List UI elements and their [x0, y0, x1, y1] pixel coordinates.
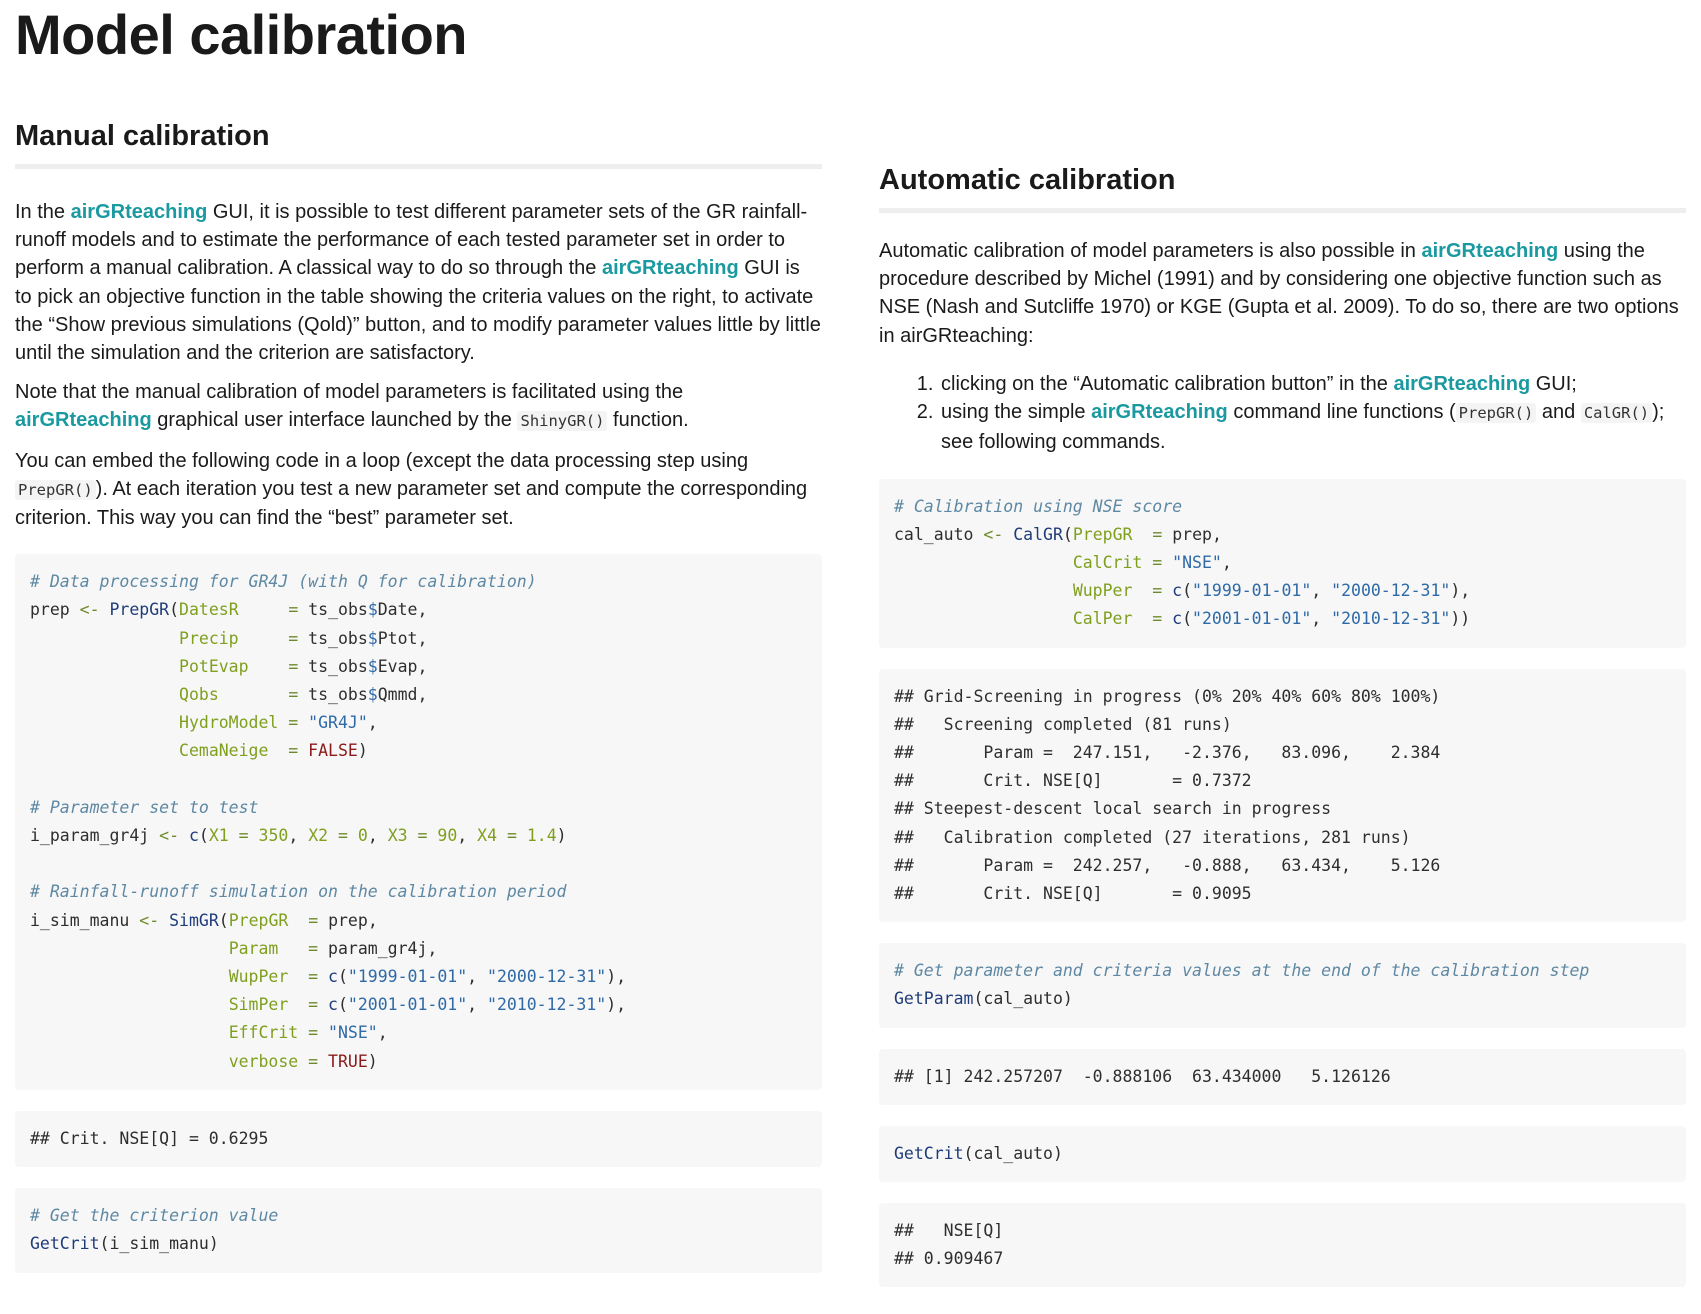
code-block-get-crit: [15, 1188, 822, 1272]
manual-calibration-heading: Manual calibration: [15, 116, 822, 169]
list-item: 1. clicking on the “Automatic calibration button” in the airGRteaching GUI;: [939, 370, 1686, 399]
code-block-get-param: [879, 943, 1686, 1027]
text: You can embed the following code in a loop (except the data processing step using: [15, 449, 749, 472]
text: ). At each iteration you test a new parameter set and compute the corresponding criterion. This way you can find the “best” parameter set.: [15, 477, 808, 530]
airgrteaching-link[interactable]: airGRteaching: [1091, 401, 1228, 424]
auto-paragraph-1: [879, 237, 1686, 350]
code-output: ## Crit. NSE[Q] = 0.9095: [894, 884, 1252, 904]
code-block-manual-simulation: # Data processing for GR4J (with Q for calibration) prep <- PrepGR(DatesR = ts_obs$Date, Precip = ts_obs$Ptot, PotEvap = ts_obs$Evap, Qobs = ts_obs$Qmmd, HydroModel = "GR4J", CemaNeige = FALSE) # Parameter set to test i_param_gr4j <- c(X1 = 350, X2 = 0, X3 = 90, X4 = 1.4) # Rainfall-runoff simulation on the calibration period i_sim_manu <- SimGR(PrepGR = prep, Param = param_gr4j, WupPer = c("1999-01-01", "2000-12-31"), SimPer = c("2001-01-01", "2010-12-31"), EffCrit = "NSE", verbose = TRUE): [15, 554, 822, 1090]
code-arg: WupPer: [1072, 581, 1133, 601]
manual-paragraph-2: [15, 378, 822, 435]
code-output: ## Param = 247.151, -2.376, 83.096, 2.384: [894, 743, 1441, 763]
code-number: 1.4: [526, 826, 557, 846]
code-number: 350: [258, 826, 289, 846]
code-token: $: [367, 600, 378, 620]
options-list: [879, 370, 1686, 457]
code-token: cal_auto: [894, 524, 974, 544]
code-function: GetCrit: [30, 1234, 100, 1254]
airgrteaching-link[interactable]: airGRteaching: [601, 257, 739, 280]
code-output: ## Crit. NSE[Q] = 0.6295: [30, 1128, 269, 1148]
code-output: ## Param = 242.257, -0.888, 63.434, 5.126: [894, 855, 1441, 875]
code-token: prep: [328, 910, 368, 930]
text: function.: [607, 409, 689, 432]
code-output: ## Steepest-descent local search in progress: [894, 799, 1332, 819]
text: GUI, it is possible to test different parameter sets of the GR rainfall-runoff models and to estimate the performance of each tested parameter set in order to perform a manual calibration. A classical way to do so through the: [15, 201, 808, 280]
code-arg: X3: [387, 826, 408, 846]
code-output: ## Grid-Screening in progress (0% 20% 40% 60% 80% 100%): [894, 686, 1441, 706]
code-token: (cal_auto): [963, 1143, 1063, 1163]
code-arg: X2: [308, 826, 329, 846]
code-token: i_param_gr4j: [30, 826, 150, 846]
code-arg: X1: [208, 826, 229, 846]
manual-calibration-section: [15, 116, 822, 1273]
code-arg: CalPer: [1072, 609, 1133, 629]
code-keyword: FALSE: [308, 741, 358, 761]
code-string: "1999-01-01": [347, 967, 468, 987]
code-arg: PrepGR: [1072, 524, 1133, 544]
code-arg: SimPer: [228, 995, 289, 1015]
code-output: ## NSE[Q]: [894, 1221, 1004, 1241]
code-comment: # Data processing for GR4J (with Q for calibration): [30, 572, 537, 592]
code-output: ## Calibration completed (27 iterations, 281 runs): [894, 827, 1411, 847]
code-number: 90: [437, 826, 458, 846]
inline-code: PrepGR(): [1456, 403, 1537, 423]
output-block-param-values: [879, 1049, 1686, 1105]
airgrteaching-link[interactable]: airGRteaching: [1393, 372, 1531, 395]
code-string: "2001-01-01": [347, 995, 468, 1015]
code-output: ## Screening completed (81 runs): [894, 714, 1232, 734]
code-token: (i_sim_manu): [99, 1234, 219, 1254]
code-comment: # Get parameter and criteria values at the end of the calibration step: [894, 961, 1590, 981]
code-token: (cal_auto): [973, 989, 1073, 1009]
code-arg: Param: [228, 938, 279, 958]
text: Automatic calibration of model parameters is also possible in: [879, 240, 1422, 262]
text: Note that the manual calibration of model parameters is facilitated using the: [15, 381, 684, 404]
code-string: "NSE": [328, 1023, 378, 1043]
code-number: 0: [357, 826, 368, 846]
code-block-calgr: # Calibration using NSE score cal_auto <- CalGR(PrepGR = prep, CalCrit = "NSE", WupPer = c("1999-01-01", "2000-12-31"), CalPer = c("2001-01-01", "2010-12-31")): [879, 479, 1686, 648]
code-arg: PrepGR: [228, 910, 289, 930]
code-output: ## Crit. NSE[Q] = 0.7372: [894, 771, 1252, 791]
code-token: prep: [30, 600, 70, 620]
page-title: Model calibration: [15, 3, 467, 66]
code-arg: HydroModel: [179, 713, 279, 733]
code-arg: verbose: [228, 1051, 299, 1071]
code-token: Ptot: [377, 628, 418, 648]
code-arg: PotEvap: [179, 656, 249, 676]
code-function: CalGR: [1013, 524, 1063, 544]
code-arg: Precip: [179, 628, 239, 648]
text: using the procedure described by Michel (1991) and by considering one objective function such as NSE (Nash and Sutcliffe 1970) or KGE (Gupta et al. 2009). To do so, there are two options in airGRteaching:: [879, 240, 1679, 347]
code-function: c: [188, 826, 199, 846]
code-string: "1999-01-01": [1192, 581, 1312, 601]
text: GUI is to pick an objective function in the table showing the criteria values on the right, to activate the “Show previous simulations (Qold)” button, and to modify parameter values little by little until the simulation and the criterion are satisfactory.: [15, 257, 821, 365]
code-arg: CalCrit: [1072, 553, 1143, 572]
airgrteaching-link[interactable]: airGRteaching: [70, 201, 208, 223]
code-arg: X4: [477, 826, 498, 846]
code-string: "NSE": [1172, 553, 1222, 572]
code-string: "2001-01-01": [1192, 609, 1312, 629]
code-token: <-: [69, 600, 110, 620]
code-arg: Qobs: [179, 685, 219, 705]
code-string: "2000-12-31": [1331, 581, 1451, 601]
code-string: "GR4J": [308, 713, 368, 733]
airgrteaching-link[interactable]: airGRteaching: [15, 409, 152, 432]
code-block-get-crit-auto: [879, 1126, 1686, 1182]
code-function: SimGR: [169, 910, 219, 930]
text: In the: [15, 201, 71, 223]
code-comment: # Get the criterion value: [30, 1206, 279, 1226]
code-function: PrepGR: [109, 600, 170, 620]
list-item: 2. using the simple airGRteaching command line functions ( PrepGR() and CalGR() ); see following commands.: [939, 398, 1686, 456]
code-arg: WupPer: [228, 967, 289, 987]
code-comment: # Parameter set to test: [30, 797, 259, 817]
code-arg: EffCrit: [228, 1023, 299, 1043]
inline-code: CalGR(): [1581, 403, 1652, 423]
code-comment: # Calibration using NSE score: [894, 496, 1183, 516]
code-token: ts_obs: [308, 600, 368, 620]
code-function: GetParam: [894, 989, 974, 1009]
code-function: GetCrit: [894, 1143, 964, 1163]
inline-code: ShinyGR(): [517, 411, 607, 431]
code-token: Qmmd: [377, 685, 418, 705]
output-block-manual-crit: [15, 1111, 822, 1167]
automatic-calibration-heading: Automatic calibration: [879, 160, 1686, 213]
code-token: param_gr4j: [328, 938, 428, 958]
airgrteaching-link[interactable]: airGRteaching: [1421, 240, 1559, 262]
inline-code: PrepGR(): [15, 480, 96, 500]
output-block-crit-value: [879, 1203, 1686, 1287]
manual-paragraph-3: [15, 447, 822, 533]
code-token: Date: [377, 600, 418, 620]
code-string: "2000-12-31": [487, 967, 607, 987]
code-arg: DatesR: [179, 600, 239, 620]
manual-paragraph-1: [15, 198, 822, 367]
code-token: prep: [1172, 524, 1212, 544]
code-output: ## [1] 242.257207 -0.888106 63.434000 5.126126: [894, 1066, 1391, 1086]
code-output: ## 0.909467: [894, 1249, 1004, 1269]
code-comment: # Rainfall-runoff simulation on the calibration period: [30, 882, 567, 902]
code-arg: CemaNeige: [179, 741, 269, 761]
automatic-calibration-section: [879, 160, 1686, 1287]
code-string: "2010-12-31": [1331, 609, 1451, 629]
code-token: Evap: [377, 656, 418, 676]
code-string: "2010-12-31": [487, 995, 607, 1015]
output-block-calibration-log: [879, 669, 1686, 923]
code-token: i_sim_manu: [30, 910, 130, 930]
code-keyword: TRUE: [328, 1051, 368, 1071]
text: graphical user interface launched by the: [151, 409, 518, 432]
